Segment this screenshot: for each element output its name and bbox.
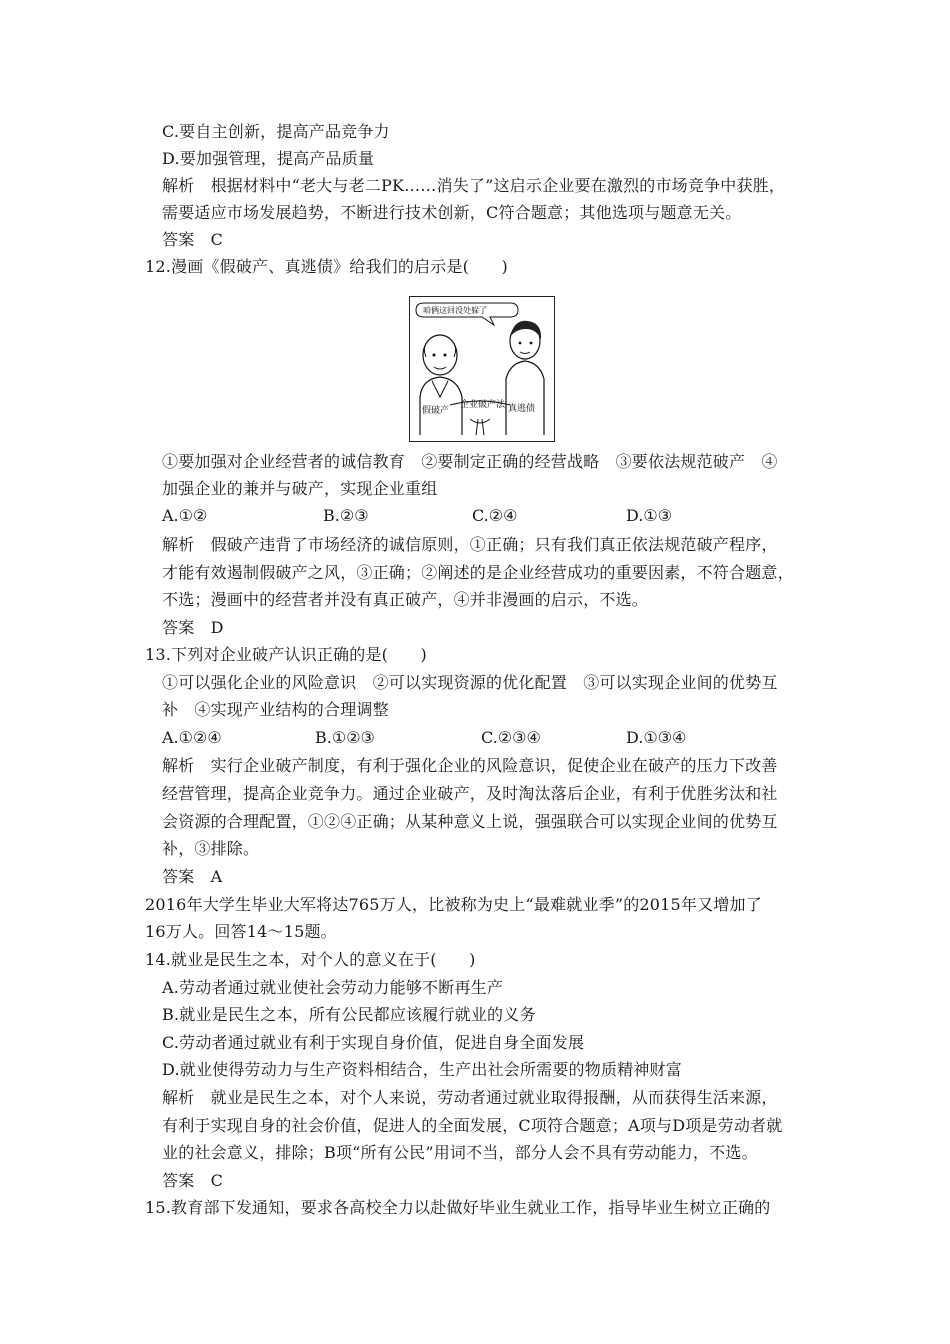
q14-analysis-line-1: 解析 就业是民生之本，对个人来说，劳动者通过就业取得报酬，从而获得生活来源， bbox=[162, 1088, 778, 1107]
q11-answer: 答案 C bbox=[162, 230, 224, 249]
q13-stem: 13.下列对企业破产认识正确的是( ) bbox=[145, 645, 427, 664]
q13-items-line-1: ①可以强化企业的风险意识 ②可以实现资源的优化配置 ③可以实现企业间的优势互 bbox=[162, 673, 778, 692]
q14-analysis-line-3: 业的社会意义，排除；B项“所有公民”用词不当，部分人会不具有劳动能力，不选。 bbox=[162, 1143, 758, 1162]
q14-option-a: A.劳动者通过就业使社会劳动力能够不断再生产 bbox=[162, 978, 504, 997]
cartoon-image bbox=[409, 296, 555, 442]
q15-stem: 15.教育部下发通知，要求各高校全力以赴做好毕业生就业工作，指导毕业生树立正确的 bbox=[145, 1198, 771, 1217]
q12-items-line-2: 加强企业的兼并与破产，实现企业重组 bbox=[162, 479, 438, 498]
q13-analysis-line-4: 补，③排除。 bbox=[162, 839, 260, 858]
q12-analysis-line-3: 不选；漫画中的经营者并没有真正破产，④并非漫画的启示，不选。 bbox=[162, 590, 649, 609]
q12-option-b: B.②③ bbox=[323, 506, 369, 525]
q14-answer: 答案 C bbox=[162, 1171, 224, 1190]
q13-items-line-2: 补 ④实现产业结构的合理调整 bbox=[162, 700, 389, 719]
q13-analysis-line-2: 经营管理，提高企业竞争力。通过企业破产，及时淘汰落后企业，有利于优胜劣汰和社 bbox=[162, 784, 778, 803]
q12-option-a: A.①② bbox=[162, 506, 208, 525]
material-line-2: 16万人。回答14～15题。 bbox=[145, 922, 337, 941]
q11-option-d: D.要加强管理，提高产品质量 bbox=[162, 149, 375, 168]
material-line-1: 2016年大学生毕业大军将达765万人，比被称为史上“最难就业季”的2015年又增加了 bbox=[145, 895, 762, 914]
label-middle: 企业破产法 bbox=[460, 400, 506, 410]
q11-option-c: C.要自主创新，提高产品竞争力 bbox=[162, 122, 390, 141]
q12-analysis-line-2: 才能有效遏制假破产之风，③正确；②阐述的是企业经营成功的重要因素，不符合题意， bbox=[162, 563, 794, 582]
q14-option-c: C.劳动者通过就业有利于实现自身价值，促进自身全面发展 bbox=[162, 1033, 585, 1052]
q12-option-d: D.①③ bbox=[626, 506, 673, 525]
q13-answer: 答案 A bbox=[162, 867, 223, 886]
cartoon-drawing bbox=[410, 297, 553, 440]
label-left: 假破产 bbox=[422, 406, 450, 416]
q13-option-d: D.①③④ bbox=[626, 728, 687, 747]
q13-option-a: A.①②④ bbox=[162, 728, 222, 747]
q12-items-line-1: ①要加强对企业经营者的诚信教育 ②要制定正确的经营战略 ③要依法规范破产 ④ bbox=[162, 452, 778, 471]
q13-option-c: C.②③④ bbox=[481, 728, 541, 747]
label-right: 真逃债 bbox=[508, 404, 536, 414]
speech-bubble-text: 咱俩这回没处躲了 bbox=[423, 306, 487, 315]
q11-analysis-line-1: 解析 根据材料中“老大与老二PK……消失了”这启示企业要在激烈的市场竞争中获胜， bbox=[162, 176, 786, 195]
q12-analysis-line-1: 解析 假破产违背了市场经济的诚信原则，①正确；只有我们真正依法规范破产程序， bbox=[162, 535, 778, 554]
q13-analysis-line-1: 解析 实行企业破产制度，有利于强化企业的风险意识，促使企业在破产的压力下改善 bbox=[162, 756, 778, 775]
q14-analysis-line-2: 有利于实现自身的社会价值，促进人的全面发展，C项符合题意；A项与D项是劳动者就 bbox=[162, 1116, 783, 1135]
q12-answer: 答案 D bbox=[162, 618, 224, 637]
q14-option-b: B.就业是民生之本，所有公民都应该履行就业的义务 bbox=[162, 1005, 536, 1024]
q12-stem: 12.漫画《假破产、真逃债》给我们的启示是( ) bbox=[145, 257, 508, 276]
q12-option-c: C.②④ bbox=[472, 506, 518, 525]
q14-option-d: D.就业使得劳动力与生产资料相结合，生产出社会所需要的物质精神财富 bbox=[162, 1060, 682, 1079]
q13-analysis-line-3: 会资源的合理配置，①②④正确；从某种意义上说，强强联合可以实现企业间的优势互 bbox=[162, 812, 778, 831]
q11-analysis-line-2: 需要适应市场发展趋势，不断进行技术创新，C符合题意；其他选项与题意无关。 bbox=[162, 203, 742, 222]
q13-option-b: B.①②③ bbox=[315, 728, 375, 747]
q14-stem: 14.就业是民生之本，对个人的意义在于( ) bbox=[145, 950, 476, 969]
